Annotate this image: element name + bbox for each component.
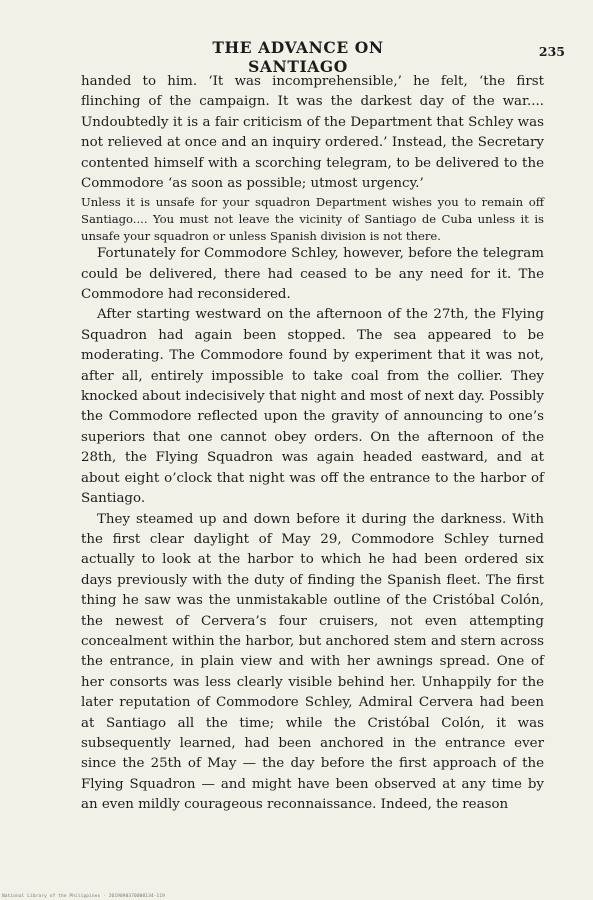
body-text xyxy=(81,72,544,816)
telegram-quote: Unless it is unsafe for your squadron Department wishes you to remain off Santiago.... You must not leave the vicinity of Santiago de Cuba unless it is unsafe your squadron or unless Spanish division is not there. xyxy=(81,195,544,243)
paragraph: Fortunately for Commodore Schley, however, before the telegram could be delivered, there had ceased to be any need for it. The Commodore had reconsidered. xyxy=(81,246,544,303)
library-stamp: National Library of the Philippines · 2019090370000134-119 xyxy=(2,894,165,899)
paragraph: After starting westward on the afternoon of the 27th, the Flying Squadron had again been stopped. The sea appeared to be moderating. The Commodore found by experiment that it was not, after all, entirely impossible to take coal from the collier. They knocked about indecisively that night and most of next day. Possibly the Commodore reflected upon the gravity of announcing to one’s superiors that one cannot obey orders. On the afternoon of the 28th, the Flying Squadron was again headed eastward, and at about eight o’clock that night was off the entrance to the harbor of Santiago. xyxy=(81,307,544,507)
running-head: THE ADVANCE ON SANTIAGO xyxy=(212,38,384,76)
paragraph-continued: handed to him. ‘It was incomprehensible,’ he felt, ‘the first flinching of the campaign. It was the darkest day of the war.... Undoubtedly it is a fair criticism of the Department that Schley was not relieved at once and an inquiry ordered.’ Instead, the Secretary contented himself with a scorching telegram, to be delivered to the Commodore ‘as soon as possible; utmost urgency.’ xyxy=(81,74,544,192)
page-number: 235 xyxy=(538,44,565,59)
paragraph: They steamed up and down before it during the darkness. With the first clear daylight of May 29, Commodore Schley turned actually to look at the harbor to which he had been ordered six days previously with the duty of finding the Spanish fleet. The first thing he saw was the unmistakable outline of the Cristóbal Colón, the newest of Cervera’s four cruisers, not even attempting concealment within the harbor, but anchored stem and stern across the entrance, in plain view and with her awnings spread. One of her consorts was less clearly visible behind her. Unhappily for the later reputation of Commodore Schley, Admiral Cervera had been at Santiago all the time; while the Cristóbal Colón, it was subsequently learned, had been anchored in the entrance ever since the 25th of May — the day before the first approach of the Flying Squadron — and might have been observed at any time by an even mildly courageous reconnaissance. Indeed, the reason xyxy=(81,511,544,813)
